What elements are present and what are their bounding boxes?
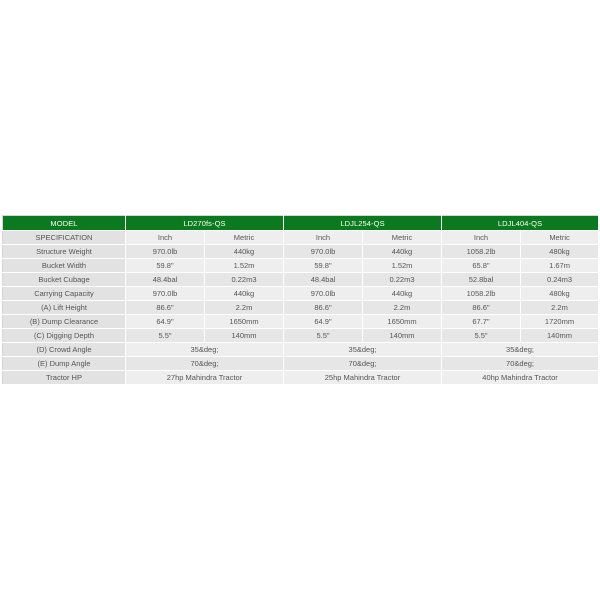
value-cell: 48.4bal [126, 273, 205, 287]
value-cell: 440kg [363, 287, 442, 301]
value-cell: 48.4bal [284, 273, 363, 287]
value-cell: 86.6" [442, 301, 521, 315]
table-row [3, 301, 599, 315]
value-cell: 86.6" [284, 301, 363, 315]
table-row [3, 245, 599, 259]
merged-value-cell: 40hp Mahindra Tractor [442, 371, 599, 385]
value-cell: 59.8" [284, 259, 363, 273]
value-cell: 52.8bal [442, 273, 521, 287]
unit-cell: Inch [442, 231, 521, 245]
value-cell: 5.5" [126, 329, 205, 343]
value-cell: 970.0lb [126, 245, 205, 259]
value-cell: 140mm [363, 329, 442, 343]
row-label: (E) Dump Angle [3, 357, 126, 371]
merged-value-cell: 70&deg; [126, 357, 284, 371]
spec-table [2, 215, 599, 385]
merged-value-cell: 35&deg; [284, 343, 442, 357]
row-label: (B) Dump Clearance [3, 315, 126, 329]
value-cell: 970.0lb [284, 245, 363, 259]
value-cell: 67.7" [442, 315, 521, 329]
table-row [3, 315, 599, 329]
row-label: (D) Crowd Angle [3, 343, 126, 357]
table-row [3, 357, 599, 371]
value-cell: 1058.2lb [442, 287, 521, 301]
value-cell: 440kg [205, 245, 284, 259]
table-row [3, 343, 599, 357]
unit-cell: Inch [284, 231, 363, 245]
unit-cell: Metric [521, 231, 599, 245]
value-cell: 59.8" [126, 259, 205, 273]
value-cell: 1.52m [363, 259, 442, 273]
model-name-cell: LDJL404-QS [442, 216, 599, 231]
value-cell: 0.22m3 [363, 273, 442, 287]
row-label: Structure Weight [3, 245, 126, 259]
value-cell: 2.2m [205, 301, 284, 315]
merged-value-cell: 70&deg; [284, 357, 442, 371]
header-row [3, 216, 599, 231]
value-cell: 140mm [521, 329, 599, 343]
value-cell: 1650mm [205, 315, 284, 329]
value-cell: 2.2m [521, 301, 599, 315]
value-cell: 970.0lb [126, 287, 205, 301]
value-cell: 1650mm [363, 315, 442, 329]
value-cell: 64.9" [126, 315, 205, 329]
table-row [3, 329, 599, 343]
value-cell: 0.24m3 [521, 273, 599, 287]
value-cell: 1.67m [521, 259, 599, 273]
merged-value-cell: 25hp Mahindra Tractor [284, 371, 442, 385]
value-cell: 64.9" [284, 315, 363, 329]
value-cell: 440kg [363, 245, 442, 259]
table-row [3, 371, 599, 385]
merged-value-cell: 70&deg; [442, 357, 599, 371]
value-cell: 140mm [205, 329, 284, 343]
unit-cell: Metric [205, 231, 284, 245]
row-label: Carrying Capacity [3, 287, 126, 301]
value-cell: 1720mm [521, 315, 599, 329]
units-row [3, 231, 599, 245]
value-cell: 5.5" [442, 329, 521, 343]
value-cell: 970.0lb [284, 287, 363, 301]
unit-cell: Inch [126, 231, 205, 245]
row-label: Bucket Cubage [3, 273, 126, 287]
specification-label: SPECIFICATION [3, 231, 126, 245]
row-label: (A) Lift Height [3, 301, 126, 315]
value-cell: 440kg [205, 287, 284, 301]
value-cell: 480kg [521, 245, 599, 259]
merged-value-cell: 27hp Mahindra Tractor [126, 371, 284, 385]
table-row [3, 287, 599, 301]
unit-cell: Metric [363, 231, 442, 245]
value-cell: 0.22m3 [205, 273, 284, 287]
row-label: (C) Digging Depth [3, 329, 126, 343]
table-row [3, 273, 599, 287]
model-name-cell: LDJL254-QS [284, 216, 442, 231]
value-cell: 480kg [521, 287, 599, 301]
value-cell: 1.52m [205, 259, 284, 273]
merged-value-cell: 35&deg; [126, 343, 284, 357]
model-name-cell: LD270fs-QS [126, 216, 284, 231]
value-cell: 86.6" [126, 301, 205, 315]
value-cell: 5.5" [284, 329, 363, 343]
table-row [3, 259, 599, 273]
value-cell: 1058.2lb [442, 245, 521, 259]
model-header-cell: MODEL [3, 216, 126, 231]
value-cell: 65.8" [442, 259, 521, 273]
merged-value-cell: 35&deg; [442, 343, 599, 357]
value-cell: 2.2m [363, 301, 442, 315]
row-label: Bucket Width [3, 259, 126, 273]
row-label: Tractor HP [3, 371, 126, 385]
